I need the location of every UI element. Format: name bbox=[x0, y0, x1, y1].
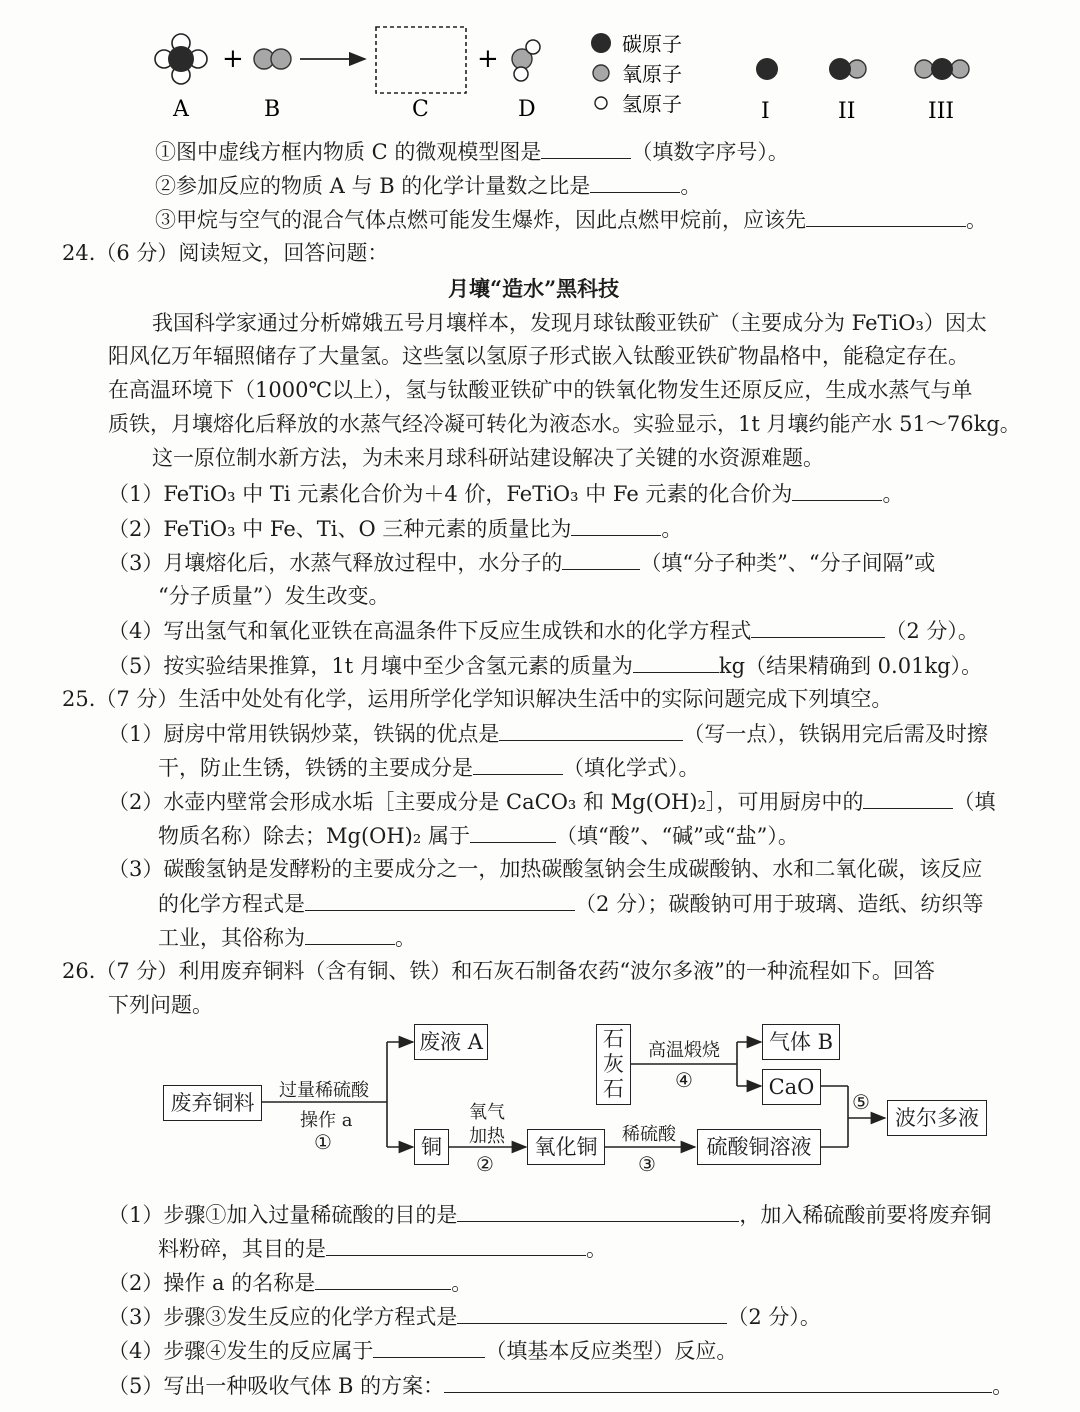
article-paragraph: 这一原位制水新方法，为未来月球科研站建设解决了关键的水资源难题。 bbox=[152, 446, 824, 470]
box-copper-oxide: 氧化铜 bbox=[527, 1129, 605, 1165]
article-paragraph: 在高温环境下（1000℃以上），氢与钛酸亚铁矿中的铁氧化物发生还原反应，生成水蒸气与单 bbox=[108, 378, 973, 402]
q26-sub1-cont: 料粉碎，其目的是 。 bbox=[158, 1233, 607, 1264]
answer-blank[interactable] bbox=[863, 786, 953, 809]
answer-blank[interactable] bbox=[633, 650, 719, 673]
plus-sign: + bbox=[477, 44, 499, 74]
label-c: C bbox=[412, 97, 429, 122]
step1-operation: 操作 a bbox=[300, 1110, 353, 1131]
q25-sub1-cont: 干，防止生锈，铁锈的主要成分是 （填化学式）。 bbox=[158, 752, 700, 783]
answer-blank[interactable] bbox=[373, 1335, 485, 1358]
q24-sub3-cont: “分子质量”）发生改变。 bbox=[158, 584, 390, 608]
q26-sub4: （4）步骤④发生的反应属于 （填基本反应类型）反应。 bbox=[108, 1335, 737, 1366]
plus-sign: + bbox=[222, 44, 244, 74]
answer-blank[interactable] bbox=[470, 820, 556, 843]
label-a: A bbox=[173, 97, 189, 122]
box-gas-b: 气体 B bbox=[762, 1024, 840, 1060]
article-paragraph: 阳风亿万年辐照储存了大量氢。这些氢以氢原子形式嵌入钛酸亚铁矿物晶格中，能稳定存在。 bbox=[108, 344, 969, 368]
molecule-d-water bbox=[512, 40, 540, 81]
q25-sub2: （2）水壶内壁常会形成水垢［主要成分是 CaCO₃ 和 Mg(OH)₂］，可用厨房中的 （填 bbox=[108, 786, 995, 817]
q23-sub3: ③甲烷与空气的混合气体点燃可能发生爆炸，因此点燃甲烷前，应该先 。 bbox=[155, 204, 987, 235]
answer-blank[interactable] bbox=[444, 1370, 992, 1393]
answer-blank[interactable] bbox=[751, 615, 885, 638]
box-waste-liquid-a: 废液 A bbox=[414, 1024, 488, 1060]
step2-reagent: 氧气 bbox=[469, 1102, 505, 1123]
hydrogen-atom-icon bbox=[595, 97, 607, 109]
answer-blank[interactable] bbox=[305, 922, 395, 945]
label-d: D bbox=[518, 97, 536, 122]
step1-number: ① bbox=[314, 1130, 332, 1154]
box-cao: CaO bbox=[762, 1069, 821, 1105]
legend-oxygen: 氧原子 bbox=[622, 62, 682, 86]
answer-blank[interactable] bbox=[457, 1301, 727, 1324]
q24-heading: 24.（6 分）阅读短文，回答问题： bbox=[62, 241, 389, 265]
q25-sub3-cont: 的化学方程式是 （2 分）；碳酸钠可用于玻璃、造纸、纺织等 bbox=[158, 888, 984, 919]
carbon-atom-icon bbox=[591, 33, 611, 53]
reaction-diagram bbox=[0, 0, 1080, 130]
box-bordeaux-mixture: 波尔多液 bbox=[887, 1100, 987, 1136]
label-b: B bbox=[264, 97, 281, 122]
answer-blank[interactable] bbox=[571, 513, 661, 536]
legend-hydrogen: 氢原子 bbox=[622, 92, 682, 116]
oxygen-atom-icon bbox=[593, 65, 609, 81]
box-copper: 铜 bbox=[414, 1129, 449, 1165]
article-title: 月壤“造水”黑科技 bbox=[448, 276, 620, 301]
answer-blank[interactable] bbox=[326, 1233, 586, 1256]
label-option-i: I bbox=[761, 99, 770, 124]
q24-sub5: （5）按实验结果推算，1t 月壤中至少含氢元素的质量为 kg（结果精确到 0.01kg）。 bbox=[108, 650, 982, 681]
legend-carbon: 碳原子 bbox=[622, 32, 682, 56]
label-option-iii: III bbox=[928, 99, 955, 124]
q24-sub1: （1）FeTiO₃ 中 Ti 元素化合价为＋4 价，FeTiO₃ 中 Fe 元素的化合价为 。 bbox=[108, 478, 903, 509]
step3-reagent: 稀硫酸 bbox=[622, 1124, 676, 1145]
q26-sub1: （1）步骤①加入过量稀硫酸的目的是 ，加入稀硫酸前要将废弃铜 bbox=[108, 1199, 991, 1230]
molecule-b-oxygen bbox=[254, 49, 291, 69]
answer-blank[interactable] bbox=[473, 752, 563, 775]
step4-condition: 高温煅烧 bbox=[648, 1040, 720, 1061]
answer-blank[interactable] bbox=[562, 547, 640, 570]
answer-blank[interactable] bbox=[806, 204, 966, 227]
answer-blank[interactable] bbox=[315, 1267, 451, 1290]
step2-condition: 加热 bbox=[469, 1126, 505, 1147]
q24-sub2: （2）FeTiO₃ 中 Fe、Ti、O 三种元素的质量比为 。 bbox=[108, 513, 682, 544]
q25-heading: 25.（7 分）生活中处处有化学，运用所学化学知识解决生活中的实际问题完成下列填空。 bbox=[62, 687, 893, 711]
molecule-a-methane bbox=[155, 34, 207, 84]
step5-number: ⑤ bbox=[852, 1090, 870, 1114]
box-limestone: 石 灰 石 bbox=[596, 1024, 631, 1105]
label-option-ii: II bbox=[838, 99, 856, 124]
step2-number: ② bbox=[476, 1152, 494, 1176]
q26-sub2: （2）操作 a 的名称是 。 bbox=[108, 1267, 472, 1298]
q23-sub1: ①图中虚线方框内物质 C 的微观模型图是 （填数字序号）。 bbox=[155, 136, 789, 167]
option-iii-model bbox=[915, 58, 969, 80]
q25-sub3-cont2: 工业，其俗称为 。 bbox=[158, 922, 416, 953]
q25-sub3: （3）碳酸氢钠是发酵粉的主要成分之一，加热碳酸氢钠会生成碳酸钠、水和二氧化碳，该反应 bbox=[108, 857, 983, 881]
step1-reagent: 过量稀硫酸 bbox=[279, 1080, 369, 1101]
option-i-model bbox=[756, 58, 778, 80]
option-ii-model bbox=[829, 58, 866, 80]
q26-heading-cont: 下列问题。 bbox=[108, 993, 213, 1017]
answer-blank[interactable] bbox=[792, 478, 882, 501]
article-paragraph: 质铁，月壤熔化后释放的水蒸气经冷凝可转化为液态水。实验显示，1t 月壤约能产水 51～76kg。 bbox=[108, 412, 1021, 436]
q24-sub3: （3）月壤熔化后，水蒸气释放过程中，水分子的 （填“分子种类”、“分子间隔”或 bbox=[108, 547, 935, 578]
answer-blank[interactable] bbox=[457, 1199, 739, 1222]
q26-sub5: （5）写出一种吸收气体 B 的方案： 。 bbox=[108, 1370, 1013, 1401]
dashed-box-c bbox=[376, 27, 466, 93]
step3-number: ③ bbox=[638, 1152, 656, 1176]
step4-number: ④ bbox=[675, 1068, 693, 1092]
answer-blank[interactable] bbox=[541, 136, 631, 159]
q23-sub2: ②参加反应的物质 A 与 B 的化学计量数之比是 。 bbox=[155, 170, 701, 201]
q26-sub3: （3）步骤③发生反应的化学方程式是 （2 分）。 bbox=[108, 1301, 821, 1332]
answer-blank[interactable] bbox=[305, 888, 575, 911]
q24-sub4: （4）写出氢气和氧化亚铁在高温条件下反应生成铁和水的化学方程式 （2 分）。 bbox=[108, 615, 979, 646]
q26-heading: 26.（7 分）利用废弃铜料（含有铜、铁）和石灰石制备农药“波尔多液”的一种流程如下。回答 bbox=[62, 959, 935, 983]
answer-blank[interactable] bbox=[590, 170, 680, 193]
atom-legend bbox=[591, 32, 682, 116]
answer-blank[interactable] bbox=[499, 718, 683, 741]
q25-sub2-cont: 物质名称）除去；Mg(OH)₂ 属于 （填“酸”、“碱”或“盐”）。 bbox=[158, 820, 799, 851]
box-copper-sulfate: 硫酸铜溶液 bbox=[697, 1129, 821, 1165]
box-scrap-copper: 废弃铜料 bbox=[163, 1085, 262, 1121]
q25-sub1: （1）厨房中常用铁锅炒菜，铁锅的优点是 （写一点），铁锅用完后需及时擦 bbox=[108, 718, 988, 749]
article-paragraph: 我国科学家通过分析嫦娥五号月壤样本，发现月球钛酸亚铁矿（主要成分为 FeTiO₃）因太 bbox=[152, 311, 987, 335]
